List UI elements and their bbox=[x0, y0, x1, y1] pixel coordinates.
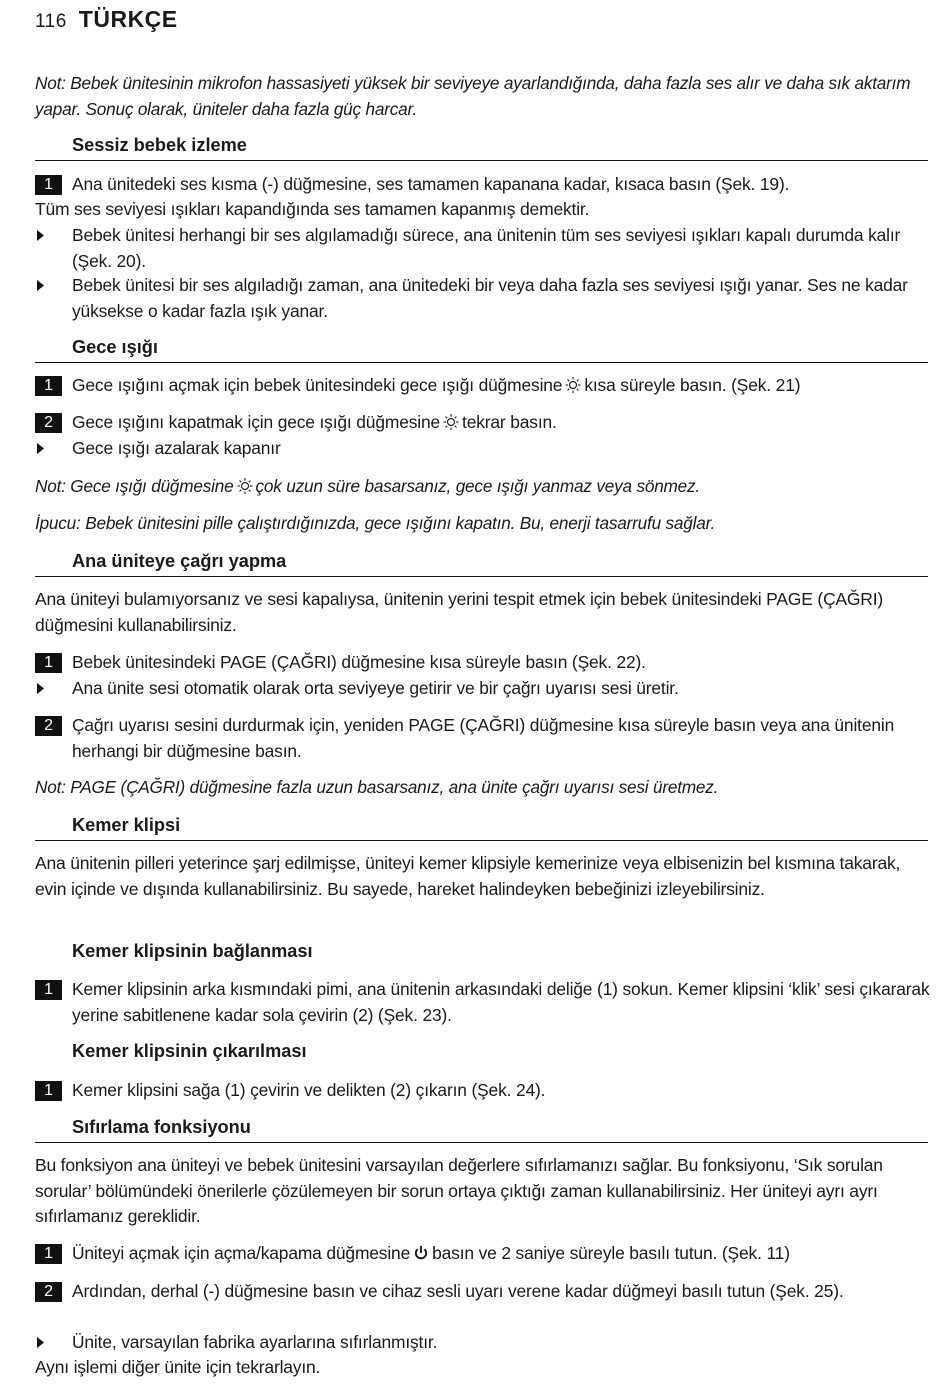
step-text: Kemer klipsini sağa (1) çevirin ve delikten (2) çıkarın (Şek. 24). bbox=[72, 1080, 546, 1100]
step-text: Bebek ünitesindeki PAGE (ÇAĞRI) düğmesine kısa süreyle basın (Şek. 22). bbox=[72, 652, 646, 672]
step-silent-1 bbox=[35, 172, 930, 198]
step-paging-2 bbox=[35, 713, 930, 764]
bullet-triangle-icon bbox=[36, 1330, 46, 1355]
step-nightlight-1: 1 Gece ışığını açmak için bebek ünitesindeki gece ışığı düğmesine kısa süreyle basın. (Şek. 21) bbox=[35, 373, 930, 399]
section-heading-silent: Sessiz bebek izleme bbox=[35, 134, 928, 161]
page-header bbox=[35, 6, 178, 33]
step-reset-2 bbox=[35, 1279, 930, 1305]
note-paging: Not: PAGE (ÇAĞRI) düğmesine fazla uzun basarsanız, ana ünite çağrı uyarısı sesi üretmez. bbox=[35, 777, 719, 797]
nightlight-icon bbox=[237, 477, 253, 495]
step-reset-1: 1 Üniteyi açmak için açma/kapama düğmesine basın ve 2 saniye süreyle basılı tutun. (Şek. 11) bbox=[35, 1241, 930, 1267]
note-nightlight: Not: Gece ışığı düğmesine çok uzun süre basarsanız, gece ışığı yanmaz veya sönmez. bbox=[35, 476, 700, 496]
section-heading-reset: Sıfırlama fonksiyonu bbox=[35, 1116, 928, 1143]
language-heading: TÜRKÇE bbox=[78, 6, 178, 32]
step-number: 1 bbox=[35, 376, 62, 396]
note-sensitivity: Not: Bebek ünitesinin mikrofon hassasiyeti yüksek bir seviyeye ayarlandığında, daha fazla ses alır ve daha sık aktarım yapar. Sonuç olarak, üniteler daha fazla güç harcar. bbox=[35, 73, 911, 119]
step-text: Çağrı uyarısı sesini durdurmak için, yeniden PAGE (ÇAĞRI) düğmesine kısa süreyle basın veya ana ünitenin herhangi bir düğmesine basın. bbox=[72, 715, 895, 761]
step-text: Ardından, derhal (-) düğmesine basın ve cihaz sesli uyarı verene kadar düğmeyi basılı tutun (Şek. 25). bbox=[72, 1281, 844, 1301]
bullet-silent-2: Bebek ünitesi bir ses algıladığı zaman, ana ünitedeki bir veya daha fazla ses seviyesi ışığı yanar. Ses ne kadar yüksekse o kadar fazla ışık yanar. bbox=[35, 273, 930, 324]
bullet-triangle-icon bbox=[36, 676, 46, 701]
page-number: 116 bbox=[35, 11, 67, 32]
bullet-triangle-icon bbox=[36, 273, 46, 298]
bullet-paging-1: Ana ünite sesi otomatik olarak orta seviyeye getirir ve bir çağrı uyarısı sesi üretir. bbox=[35, 676, 930, 702]
step-nightlight-2: 2 Gece ışığını kapatmak için gece ışığı düğmesine tekrar basın. bbox=[35, 410, 930, 436]
step-number: 1 bbox=[35, 653, 62, 673]
step-number: 1 bbox=[35, 1081, 62, 1101]
paragraph-beltclip: Ana ünitenin pilleri yeterince şarj edilmişse, üniteyi kemer klipsiyle kemerinize veya elbisenizin bel kısmına takarak, evin içinde ve dışında kullanabilirsiniz. Bu sayede, hareket halindeyken bebeğinizi izleyebilirsiniz. bbox=[35, 853, 901, 899]
paragraph-reset: Bu fonksiyon ana üniteyi ve bebek ünitesini varsayılan değerlere sıfırlamanızı sağlar. Bu fonksiyonu, ‘Sık sorulan sorular’ bölümündeki önerilerle çözülemeyen bir sorun ortaya çıktığı zaman kullanabilirsiniz. Her üniteyi ayrı ayrı sıfırlamanız gereklidir. bbox=[35, 1155, 883, 1226]
nightlight-icon bbox=[443, 413, 459, 431]
paragraph-paging: Ana üniteyi bulamıyorsanız ve sesi kapalıysa, ünitenin yerini tespit etmek için bebek ünitesindeki PAGE (ÇAĞRI) düğmesini kullanabilirsiniz. bbox=[35, 589, 884, 635]
bullet-nightlight-1: Gece ışığı azalarak kapanır bbox=[35, 436, 930, 462]
bullet-silent-1: Bebek ünitesi herhangi bir ses algılamadığı sürece, ana ünitenin tüm ses seviyesi ışıkları kapalı durumda kalır (Şek. 20). bbox=[35, 223, 930, 274]
step-number: 1 bbox=[35, 980, 62, 1000]
tip-nightlight: İpucu: Bebek ünitesini pille çalıştırdığınızda, gece ışığını kapatın. Bu, enerji tasarrufu sağlar. bbox=[35, 513, 716, 533]
step-number: 1 bbox=[35, 175, 62, 195]
step-paging-1 bbox=[35, 650, 930, 676]
step-text: Ana ünitedeki ses kısma (-) düğmesine, ses tamamen kapanana kadar, kısaca basın (Şek. 19). bbox=[72, 174, 790, 194]
step-attach-1 bbox=[35, 977, 930, 1028]
nightlight-icon bbox=[565, 376, 581, 394]
section-heading-beltclip: Kemer klipsi bbox=[35, 814, 928, 841]
step-number: 2 bbox=[35, 716, 62, 736]
subheading-remove: Kemer klipsinin çıkarılması bbox=[72, 1041, 307, 1061]
paragraph-silent: Tüm ses seviyesi ışıkları kapandığında ses tamamen kapanmış demektir. bbox=[35, 199, 590, 219]
step-number: 1 bbox=[35, 1244, 62, 1264]
step-text: Kemer klipsinin arka kısmındaki pimi, ana ünitenin arkasındaki deliğe (1) sokun. Kemer klipsini ‘klik’ sesi çıkararak yerine sabitlenene kadar sola çevirin (2) (Şek. 23). bbox=[72, 979, 930, 1025]
step-number: 2 bbox=[35, 1282, 62, 1302]
step-remove-1 bbox=[35, 1078, 930, 1104]
paragraph-reset-final: Aynı işlemi diğer ünite için tekrarlayın. bbox=[35, 1357, 321, 1377]
power-icon bbox=[413, 1244, 429, 1262]
section-heading-nightlight: Gece ışığı bbox=[35, 336, 928, 363]
bullet-triangle-icon bbox=[36, 223, 46, 248]
section-heading-paging: Ana üniteye çağrı yapma bbox=[35, 550, 928, 577]
subheading-attach: Kemer klipsinin bağlanması bbox=[72, 941, 313, 961]
step-number: 2 bbox=[35, 413, 62, 433]
bullet-triangle-icon bbox=[36, 436, 46, 461]
bullet-reset-1: Ünite, varsayılan fabrika ayarlarına sıfırlanmıştır. bbox=[35, 1330, 930, 1356]
